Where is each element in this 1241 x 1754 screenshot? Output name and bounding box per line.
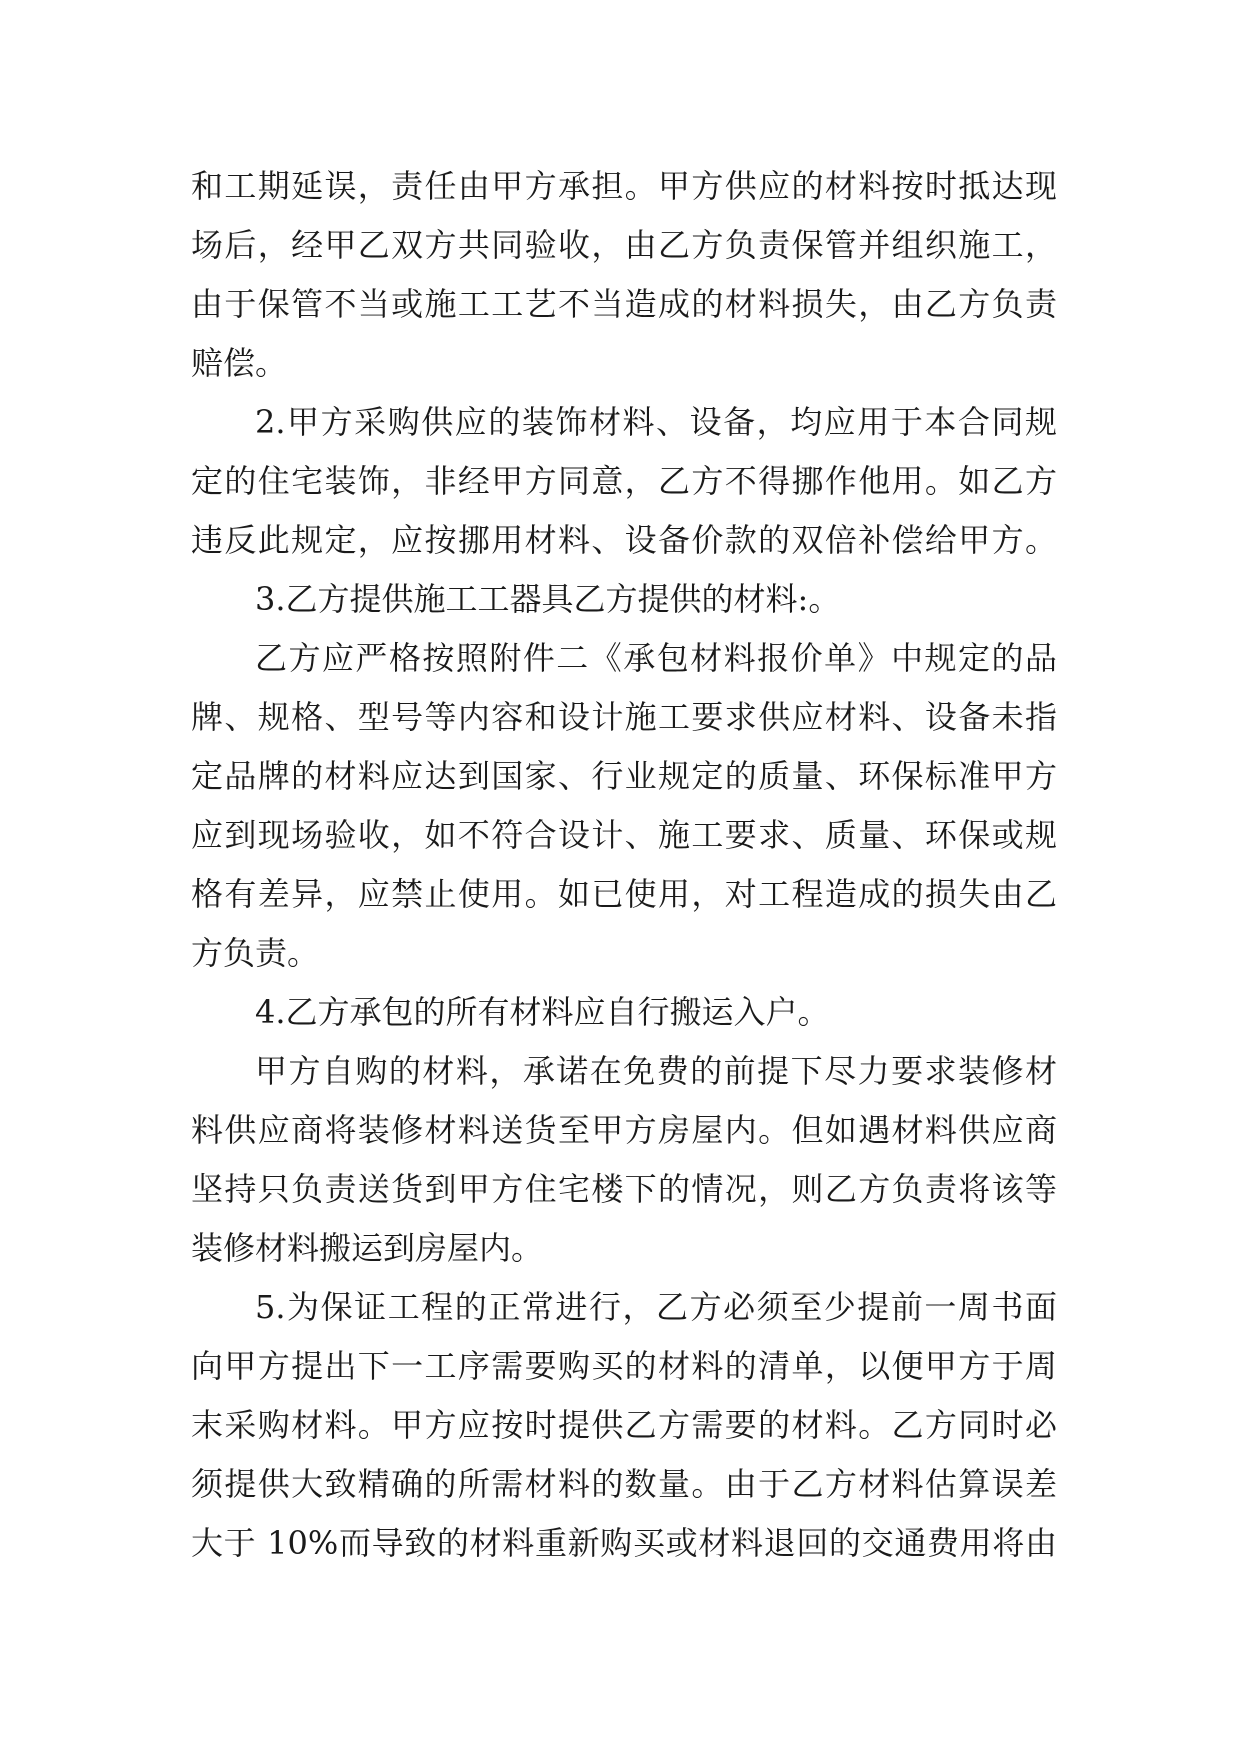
text-line: 5.为保证工程的正常进行，乙方必须至少提前一周书面 (255, 1288, 1057, 1326)
text-line: 坚持只负责送货到甲方住宅楼下的情况，则乙方负责将该等 (191, 1170, 1057, 1208)
text-line: 违反此规定，应按挪用材料、设备价款的双倍补偿给甲方。 (191, 521, 1057, 559)
text-line: 格有差异，应禁止使用。如已使用，对工程造成的损失由乙 (191, 875, 1057, 913)
text-line: 定的住宅装饰，非经甲方同意，乙方不得挪作他用。如乙方 (191, 462, 1057, 500)
text-line: 赔偿。 (191, 344, 288, 382)
text-line: 末采购材料。甲方应按时提供乙方需要的材料。乙方同时必 (191, 1406, 1057, 1444)
paragraph-item-2 (191, 393, 1057, 570)
text-line: 乙方应严格按照附件二《承包材料报价单》中规定的品 (255, 639, 1057, 677)
text-line: 装修材料搬运到房屋内。 (191, 1229, 544, 1267)
text-line: 须提供大致精确的所需材料的数量。由于乙方材料估算误差 (191, 1465, 1057, 1503)
text-line: 定品牌的材料应达到国家、行业规定的质量、环保标准甲方 (191, 757, 1057, 795)
paragraph-self-purchase (191, 1042, 1057, 1278)
paragraph-materials-spec (191, 629, 1057, 983)
text-line: 3.乙方提供施工工器具乙方提供的材料:。 (255, 580, 841, 618)
text-line: 甲方自购的材料，承诺在免费的前提下尽力要求装修材 (255, 1052, 1057, 1090)
paragraph-item-4 (191, 983, 1057, 1042)
text-line: 场后，经甲乙双方共同验收，由乙方负责保管并组织施工， (191, 226, 1057, 264)
text-line: 向甲方提出下一工序需要购买的材料的清单，以便甲方于周 (191, 1347, 1057, 1385)
text-line: 应到现场验收，如不符合设计、施工要求、质量、环保或规 (191, 816, 1057, 854)
text-line: 由于保管不当或施工工艺不当造成的材料损失，由乙方负责 (191, 285, 1057, 323)
text-line: 和工期延误，责任由甲方承担。甲方供应的材料按时抵达现 (191, 167, 1057, 205)
text-line: 2.甲方采购供应的装饰材料、设备，均应用于本合同规 (255, 403, 1057, 441)
text-line: 4.乙方承包的所有材料应自行搬运入户。 (255, 993, 830, 1031)
paragraph-item-3 (191, 570, 1057, 629)
paragraph-continued (191, 157, 1057, 393)
paragraph-item-5 (191, 1278, 1057, 1573)
document-body (191, 157, 1057, 1573)
text-line: 牌、规格、型号等内容和设计施工要求供应材料、设备未指 (191, 698, 1057, 736)
text-line: 料供应商将装修材料送货至甲方房屋内。但如遇材料供应商 (191, 1111, 1057, 1149)
text-line: 方负责。 (191, 934, 320, 972)
text-line: 大于 10%而导致的材料重新购买或材料退回的交通费用将由 (191, 1524, 1057, 1562)
